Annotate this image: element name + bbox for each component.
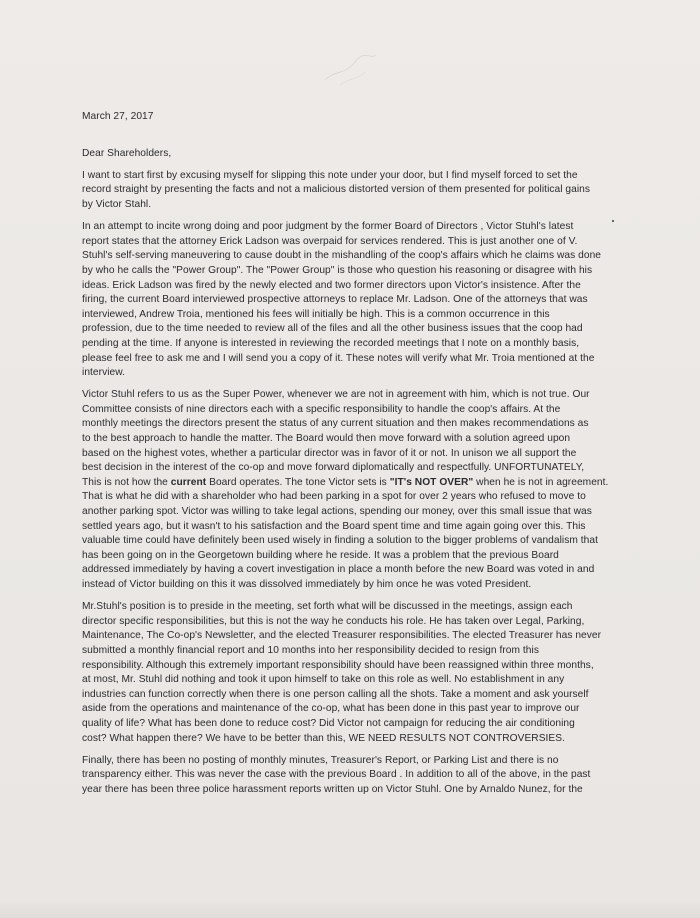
- bold-its-not-over: "IT's NOT OVER": [389, 476, 474, 488]
- spacer: [82, 593, 630, 601]
- spacer: [82, 381, 630, 389]
- paragraph-line: submitted a monthly financial report and 10 months into her responsibility decided to resign from this: [82, 644, 539, 656]
- paragraph-line: Victor Stuhl refers to us as the Super Power, whenever we are not in agreement with him, which is not true. Our: [82, 389, 590, 401]
- paragraph-line: please feel free to ask me and I will send you a copy of it. These notes will verify what Mr. Troia mentioned at the: [82, 352, 595, 364]
- paragraph-line: That is what he did with a shareholder who had been parking in a spot for over 2 years who refused to move to: [82, 491, 586, 503]
- spacer: [82, 125, 630, 147]
- paragraph-line: addressed immediately by having a covert investigation in place a month before the new Board was voted in and: [82, 564, 595, 576]
- paragraph-line: Stuhl's self-serving maneuvering to cause doubt in the mishandling of the coop's affairs which he claims was done: [82, 250, 602, 262]
- paragraph-line: Finally, there has been no posting of monthly minutes, Treasurer's Report, or Parking List and there is no: [82, 754, 559, 766]
- paragraph-line: industries can function correctly when there is one person calling all the shots. Take a moment and ask yourself: [82, 688, 589, 700]
- paragraph-line: transparency either. This was never the case with the previous Board . In addition to all of the above, in the past: [82, 769, 591, 781]
- paragraph-line: firing, the current Board interviewed prospective attorneys to replace Mr. Ladson. One of the attorneys that was: [82, 294, 588, 306]
- paragraph-line: In an attempt to incite wrong doing and poor judgment by the former Board of Directors , Victor Stuhl's latest: [82, 221, 574, 233]
- paragraph-3: [82, 388, 630, 592]
- paragraph-line: by Victor Stahl.: [82, 198, 152, 210]
- paragraph-line: another parking spot. Victor was willing to take legal actions, spending our money, over this small issue that was: [82, 506, 592, 518]
- paragraph-line: report states that the attorney Erick Ladson was overpaid for services rendered. This is just another one of V.: [82, 235, 578, 247]
- paragraph-5: [82, 754, 630, 798]
- faint-handwriting-mark: [320, 50, 380, 90]
- paragraph-line: at most, Mr. Stuhl did nothing and took it upon himself to take on this role as well. No establishment in any: [82, 674, 565, 686]
- salutation: Dear Shareholders,: [82, 147, 172, 159]
- paragraph-line: monthly meetings the directors present the status of any current situation and then makes recommendations as: [82, 418, 589, 430]
- paragraph-line: has been going on in the Georgetown building where he reside. It was a problem that the previous Board: [82, 549, 559, 561]
- paragraph-line: year there has been three police harassment reports written up on Victor Stuhl. One by Arnaldo Nunez, for the: [82, 783, 583, 795]
- paragraph-line: quality of life? What has been done to reduce cost? Did Victor not campaign for reducing the air conditioning: [82, 717, 575, 729]
- bold-current: current: [170, 476, 207, 488]
- paragraph-line: profession, due to the time needed to review all of the files and all the other business issues that the coop had: [82, 323, 583, 335]
- paragraph-line: best decision in the interest of the co-op and move forward diplomatically and respectfully. UNFORTUNATELY,: [82, 462, 585, 474]
- paragraph-line: I want to start first by excusing myself for slipping this note under your door, but I find myself forced to set the: [82, 169, 578, 181]
- paragraph-line: to the best approach to handle the matter. The Board would then move forward with a solution agreed upon: [82, 433, 571, 445]
- paragraph-1: [82, 169, 630, 213]
- paragraph-line-with-emphasis: [82, 476, 630, 491]
- paragraph-line: pending at the time. If anyone is interested in reviewing the recorded meetings that I note on a monthly basis,: [82, 337, 580, 349]
- paragraph-line: Committee consists of nine directors each with a specific responsibility to handle the coop's affairs. At the: [82, 403, 561, 415]
- paragraph-line: Maintenance, The Co-op's Newsletter, and the elected Treasurer responsibilities. The elected Treasurer has never: [82, 630, 602, 642]
- paragraph-line: instead of Victor building on this it was dissolved immediately by him once he was voted President.: [82, 579, 532, 590]
- paragraph-line: Mr.Stuhl's position is to preside in the meeting, set forth what will be discussed in the meetings, assign each: [82, 601, 573, 613]
- text-run: This is not how the: [82, 476, 171, 488]
- paragraph-line: director specific responsibilities, but this is not the way he conducts his role. He has taken over Legal, Parking,: [82, 615, 585, 627]
- paragraph-line: interview.: [82, 367, 125, 379]
- spacer: [82, 746, 630, 754]
- paragraph-line: valuable time could have definitely been used wisely in finding a solution to the bigger problems of vandalism that: [82, 535, 598, 547]
- paragraph-line: record straight by presenting the facts and not a malicious distorted version of them presented for political gains: [82, 184, 591, 196]
- paragraph-line: interviewed, Andrew Troia, mentioned his fees will initially be high. This is a common occurrence in this: [82, 308, 550, 320]
- letter-body: [82, 110, 630, 798]
- paragraph-line: ideas. Erick Ladson was fired by the newly elected and two former directors upon Victor's insistence. After the: [82, 279, 581, 291]
- text-run: Board operates. The tone Victor sets is: [206, 476, 390, 488]
- page-bottom-edge: [0, 900, 700, 918]
- paragraph-line: cost? What happen there? We have to be better than this, WE NEED RESULTS NOT CONTROVERSIES.: [82, 732, 565, 744]
- paragraph-line: by who he calls the "Power Group". The "Power Group" is those who question his reasoning or disagree with his: [82, 264, 593, 276]
- paragraph-line: responsibility. Although this extremely important responsibility should have been reassigned within three months,: [82, 659, 594, 671]
- paragraph-4: [82, 600, 630, 746]
- letter-date: March 27, 2017: [82, 111, 154, 122]
- paragraph-line: aside from the operations and maintenance of the co-op, what has been done in this past year to improve our: [82, 703, 580, 715]
- paragraph-line: based on the highest votes, whether a particular director was in favor of it or not. In unison we all support the: [82, 447, 577, 459]
- spacer: [82, 213, 630, 221]
- paragraph-2: [82, 220, 630, 381]
- text-run: when he is not in agreement.: [473, 476, 609, 488]
- paragraph-line: settled years ago, but it wasn't to his satisfaction and the Board spent time and time again going over this. This: [82, 520, 586, 532]
- spacer: [82, 161, 630, 169]
